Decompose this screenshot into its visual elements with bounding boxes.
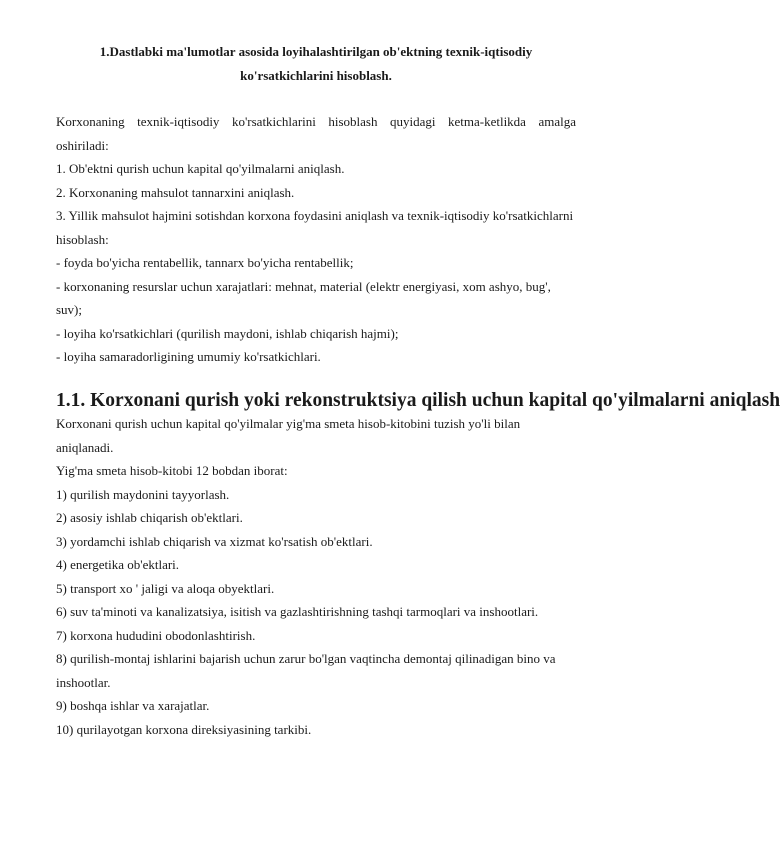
chapter-item: 3) yordamchi ishlab chiqarish va xizmat ko'rsatish ob'ektlari. xyxy=(56,533,373,549)
document-page xyxy=(56,40,780,741)
intro-item: 2. Korxonaning mahsulot tannarxini aniqlash. xyxy=(56,184,295,200)
intro-item: 1. Ob'ektni qurish uchun kapital qo'yilmalarni aniqlash. xyxy=(56,161,345,176)
section-paragraph: Korxonani qurish uchun kapital qo'yilmalar yig'ma smeta hisob-kitobini tuzish yo'li bilan aniqlanadi. xyxy=(56,416,521,455)
chapter-item: 4) energetika ob'ektlari. xyxy=(56,557,180,572)
chapter-item: 1) qurilish maydonini tayyorlash. xyxy=(56,486,230,502)
chapter-item: 9) boshqa ishlar va xarajatlar. xyxy=(56,698,210,713)
chapter-item: 2) asosiy ishlab chiqarish ob'ektlari. xyxy=(56,510,243,525)
intro-item: - loyiha ko'rsatkichlari (qurilish maydoni, ishlab chiqarish hajmi); xyxy=(56,325,399,341)
intro-paragraph: Korxonaning texnik-iqtisodiy ko'rsatkichlarini hisoblash quyidagi ketma-ketlikda amalga oshiriladi: xyxy=(56,114,576,153)
section-subintro: Yig'ma smeta hisob-kitobi 12 bobdan iborat: xyxy=(56,463,288,478)
chapter-item: 8) qurilish-montaj ishlarini bajarish uchun zarur bo'lgan vaqtincha demontaj qilinadigan bino va inshootlar. xyxy=(56,651,556,690)
page-title xyxy=(56,40,576,88)
chapter-item: 7) korxona hududini obodonlashtirish. xyxy=(56,627,256,643)
section-heading: 1.1. Korxonani qurish yoki rekonstruktsiya qilish uchun kapital qo'yilmalarni aniqlash xyxy=(56,389,780,411)
intro-item: - korxonaning resurslar uchun xarajatlari: mehnat, material (elektr energiyasi, xom ashyo, bug', suv); xyxy=(56,278,551,317)
title-line-1: 1.Dastlabki ma'lumotlar asosida loyihalashtirilgan ob'ektning texnik-iqtisodiy xyxy=(99,44,533,59)
chapter-item: 10) qurilayotgan korxona direksiyasining tarkibi. xyxy=(56,721,312,737)
title-line-2: ko'rsatkichlarini hisoblash. xyxy=(240,68,392,83)
intro-item: - loyiha samaradorligining umumiy ko'rsatkichlari. xyxy=(56,349,321,364)
chapter-item: 5) transport xo ' jaligi va aloqa obyektlari. xyxy=(56,580,275,596)
chapter-item: 6) suv ta'minoti va kanalizatsiya, isitish va gazlashtirishning tashqi tarmoqlari va inshootlari. xyxy=(56,604,539,619)
intro-item: - foyda bo'yicha rentabellik, tannarx bo'yicha rentabellik; xyxy=(56,255,354,270)
intro-item: 3. Yillik mahsulot hajmini sotishdan korxona foydasini aniqlash va texnik-iqtisodiy ko'rsatkichlarni hisoblash: xyxy=(56,208,574,247)
